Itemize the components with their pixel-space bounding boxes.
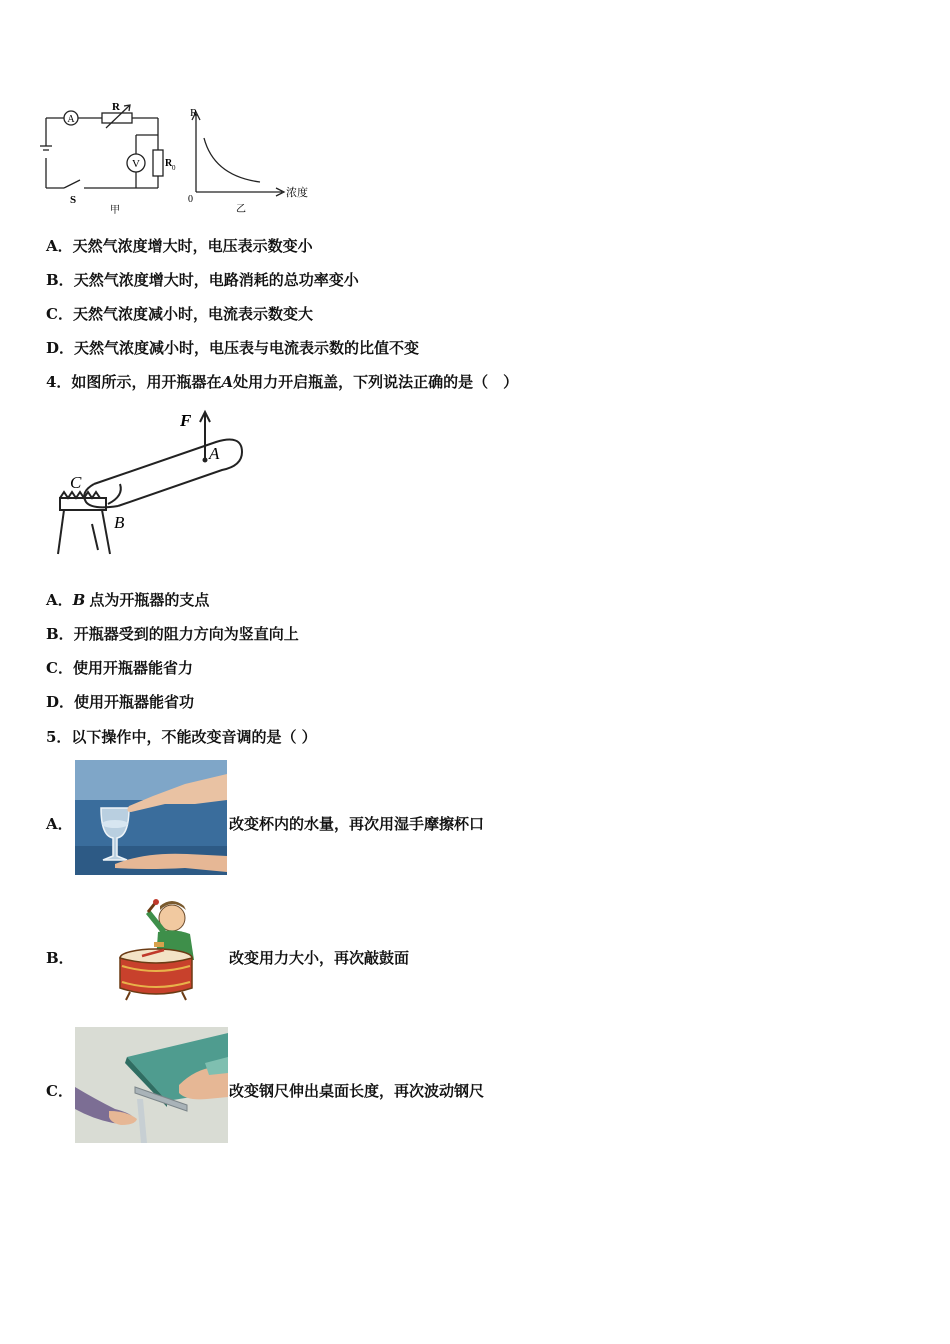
q4-stem: 4．如图所示，用开瓶器在A处用力开启瓶盖，下列说法正确的是（ ） [46,373,519,391]
bottle-opener-figure [46,404,246,560]
q3-option-c: C．天然气浓度减小时，电流表示数变大 [46,305,313,323]
point-c-label: C [70,473,82,492]
resistor-r0-subscript: 0 [172,164,176,172]
q5-option-c-text: 改变钢尺伸出桌面长度，再次波动钢尺 [229,1082,485,1100]
q5-option-b-text: 改变用力大小，再次敲鼓面 [229,949,410,967]
q4-option-a: A．B 点为开瓶器的支点 [46,591,210,609]
q5-option-a-text: 改变杯内的水量，再次用湿手摩擦杯口 [229,815,485,833]
drum-cartoon-icon [112,894,226,1004]
q4-option-c: C．使用开瓶器能省力 [46,659,193,677]
q4-option-b: B．开瓶器受到的阻力方向为竖直向上 [46,625,299,643]
switch-label: S [70,194,77,206]
resistor-r0-label: R [165,158,173,169]
q5-option-c-label: C． [46,1082,73,1100]
q3-option-d: D．天然气浓度减小时，电压表与电流表示数的比值不变 [46,339,420,357]
graph-x-label: 浓度 [286,186,308,199]
graph-caption: 乙 [236,204,246,215]
q5-option-b-label: B． [46,949,74,967]
circuit-caption: 甲 [110,205,120,216]
q3-option-a: A．天然气浓度增大时，电压表示数变小 [46,237,313,255]
q5-stem: 5．以下操作中，不能改变音调的是（ ） [46,728,317,746]
force-label: F [180,411,192,430]
q5-option-a-label: A． [46,815,73,833]
ammeter-label: A [67,114,75,125]
q4-option-d: D．使用开瓶器能省功 [46,693,195,711]
q3-option-b: B．天然气浓度增大时，电路消耗的总功率变小 [46,271,359,289]
resistance-concentration-graph [182,100,322,216]
graph-origin: 0 [188,194,193,205]
point-a-label: A [209,444,220,463]
circuit-diagram [40,100,180,216]
wine-glass-photo-icon [75,760,227,875]
steel-ruler-photo-icon [75,1027,228,1143]
point-b-label: B [114,513,125,532]
graph-y-label: R [190,107,198,119]
voltmeter-label: V [132,158,140,170]
resistor-r-label: R [112,101,120,113]
